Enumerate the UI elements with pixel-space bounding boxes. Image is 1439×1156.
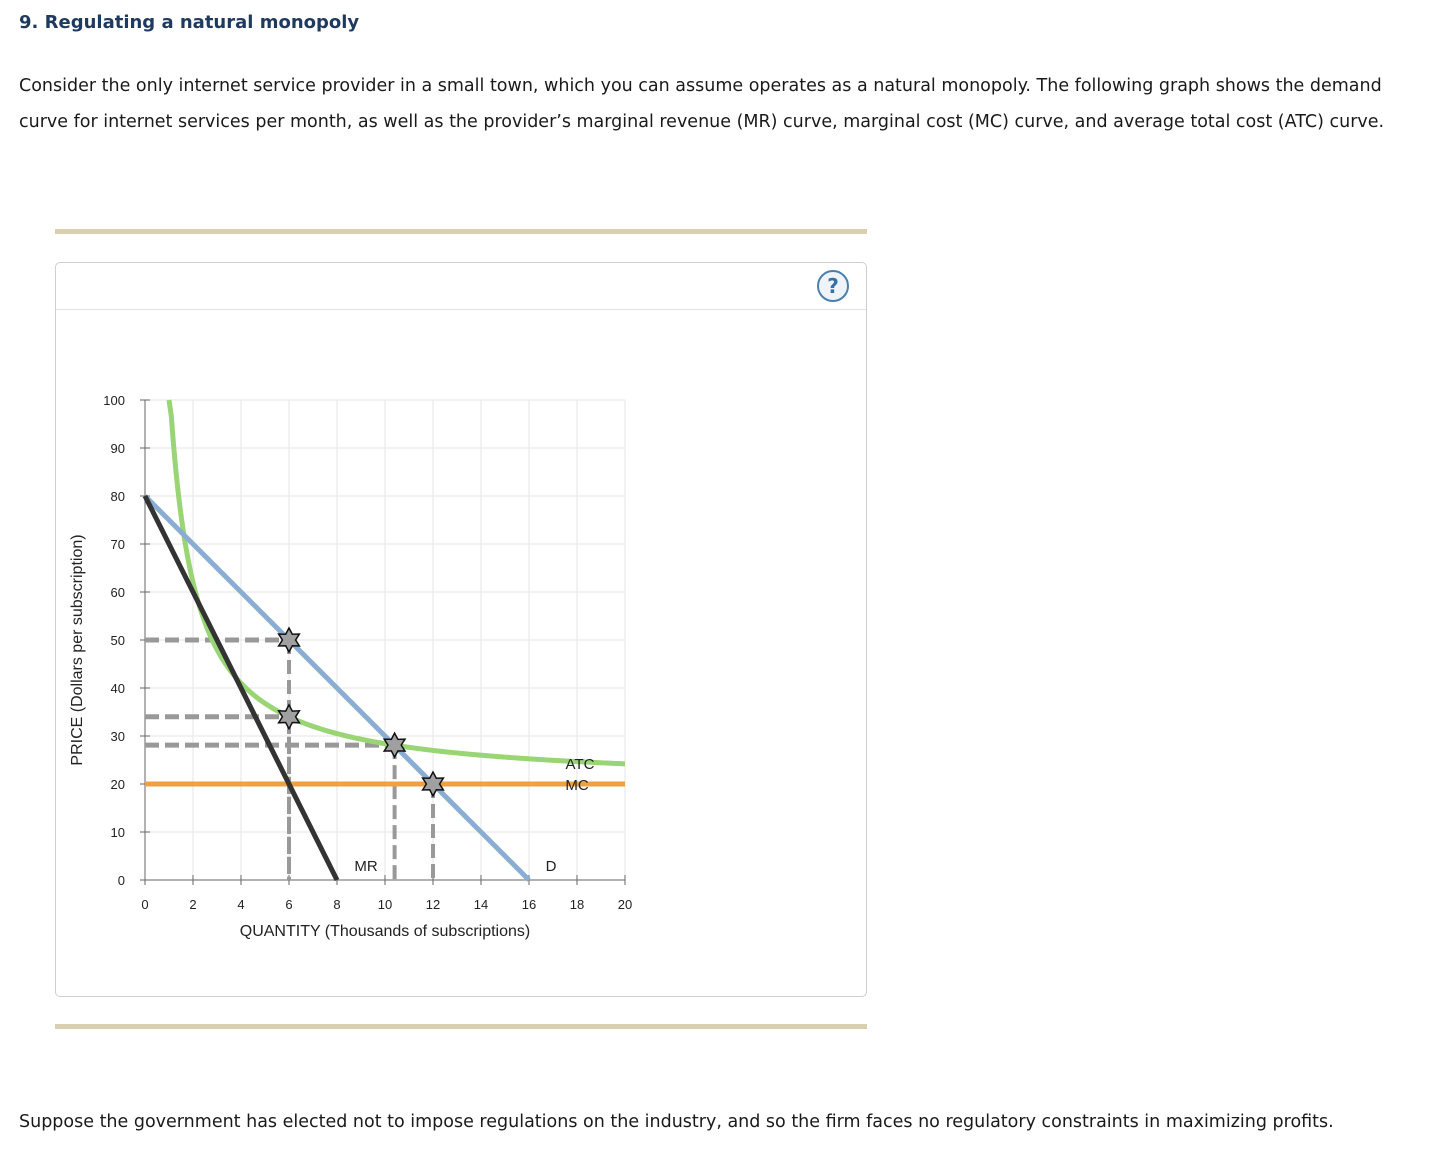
top-divider xyxy=(55,229,867,234)
y-tick-label-40: 40 xyxy=(110,681,125,696)
graph-panel xyxy=(55,262,867,997)
followup-text: Suppose the government has elected not to impose regulations on the industry, and so the firm faces no regulatory constraints in maximizing profits. xyxy=(19,1112,1334,1132)
bottom-divider xyxy=(55,1024,867,1029)
help-button[interactable]: ? xyxy=(817,270,849,302)
x-tick-label-8: 8 xyxy=(333,897,341,912)
x-tick-label-4: 4 xyxy=(237,897,245,912)
y-tick-label-80: 80 xyxy=(110,489,125,504)
x-tick-label-0: 0 xyxy=(141,897,149,912)
y-tick-label-50: 50 xyxy=(110,633,125,648)
x-tick-label-12: 12 xyxy=(425,897,441,912)
y-tick-label-20: 20 xyxy=(110,777,125,792)
y-tick-label-0: 0 xyxy=(117,873,125,888)
y-axis-title: PRICE (Dollars per subscription) xyxy=(69,534,86,766)
y-tick-label-10: 10 xyxy=(110,825,125,840)
y-tick-label-70: 70 xyxy=(110,537,125,552)
question-intro: Consider the only internet service provider in a small town, which you can assume operates as a natural monopoly. The following graph shows the demand curve for internet services per month, as well as the provider’s marginal revenue (MR) curve, marginal cost (MC) curve, and average total cost (ATC) curve. xyxy=(19,76,1385,132)
x-tick-label-2: 2 xyxy=(189,897,197,912)
y-tick-label-30: 30 xyxy=(110,729,125,744)
y-tick-label-60: 60 xyxy=(110,585,125,600)
curve-atc xyxy=(169,400,625,764)
curve-label-mc: MC xyxy=(565,777,589,794)
y-tick-label-100: 100 xyxy=(103,393,125,408)
x-tick-label-16: 16 xyxy=(521,897,537,912)
curve-label-mr: MR xyxy=(354,858,378,875)
point-marker-1 xyxy=(279,705,300,729)
x-tick-label-6: 6 xyxy=(285,897,293,912)
question-title: 9. Regulating a natural monopoly xyxy=(19,12,360,33)
y-tick-label-90: 90 xyxy=(110,441,125,456)
x-tick-label-18: 18 xyxy=(569,897,585,912)
x-tick-label-20: 20 xyxy=(617,897,633,912)
curve-label-d: D xyxy=(545,858,557,875)
x-tick-label-14: 14 xyxy=(473,897,489,912)
curve-label-atc: ATC xyxy=(565,755,595,773)
x-axis-title: QUANTITY (Thousands of subscriptions) xyxy=(239,923,531,940)
x-tick-label-10: 10 xyxy=(377,897,393,912)
monopoly-chart xyxy=(56,263,866,996)
